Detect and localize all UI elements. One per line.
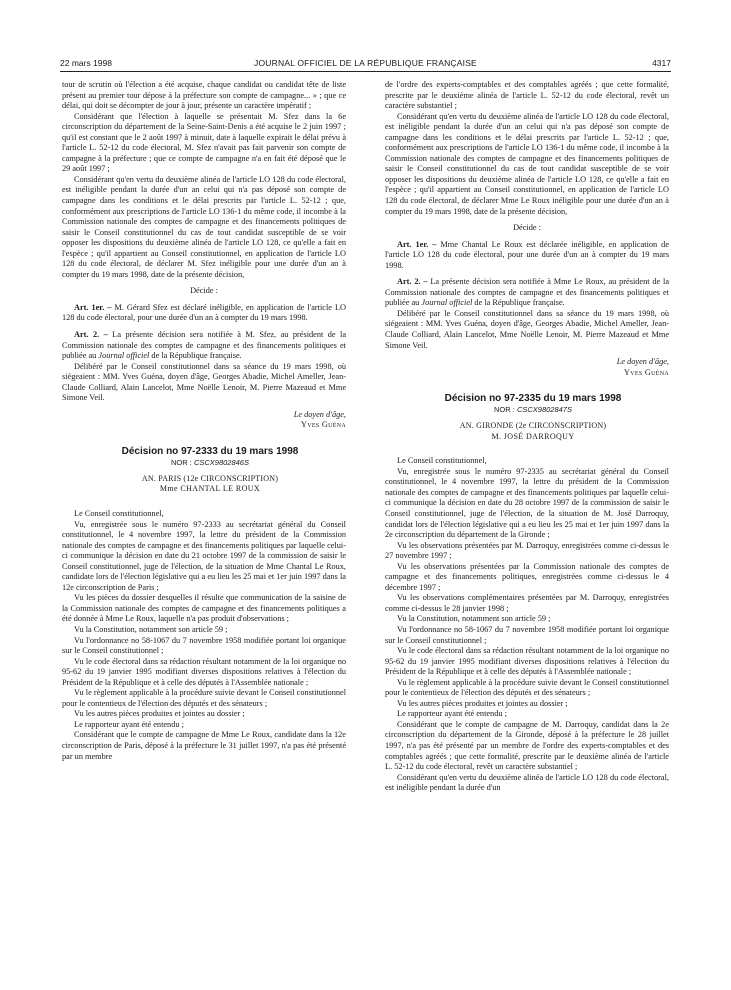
doyen-name: Yves Guéna <box>623 367 669 377</box>
article-text: La présente décision sera notifiée à Mme Le Roux, au président de la Commission nationale des comptes de campagne et des financements politiques et publiée au <box>385 277 669 308</box>
doyen-name: Yves Guéna <box>300 420 346 430</box>
paragraph: Considérant que le compte de campagne de M. Darroquy, candidat dans la 2e circonscription du département de la Gironde, déposé à la préfecture le 28 juillet 1997, n'a pas été présenté par un membre de l'ordre des experts-comptables et des comptables agréés ; que cette formalité, prescrite par le deuxième alinéa de l'article L. 52-12 du code électoral, revêt un caractère substantiel ; <box>385 719 669 772</box>
paragraph: Vu les observations complémentaires présentées par M. Darroquy, enregistrées comme ci-dessus le 28 janvier 1998 ; <box>385 593 669 613</box>
candidate-name: M. JOSÉ DARROQUY <box>491 431 575 441</box>
article-text: Mme Chantal Le Roux est déclarée inéligible, en application de l'article LO 128 du code électoral, pour une durée d'un an à compter du 19 mars 1998. <box>385 239 669 270</box>
paragraph: Considérant que l'élection à laquelle se présentait M. Sfez dans la 6e circonscription du département de la Seine-Saint-Denis a été acquise le 2 juin 1997 ; qu'il est constant que le 2 août 1997 à minuit, date à laquelle expirait le délai prévu à l'article L. 52-12 du code électoral, M. Sfez n'avait pas fait parvenir son compte de campagne à la préfecture ; que ce compte de campagne n'a en fait été déposé que le 29 août 1997 ; <box>62 111 346 174</box>
article-label: Art. 1er. – <box>397 239 437 249</box>
paragraph: Vu le code électoral dans sa rédaction résultant notamment de la loi organique no 95-62 du 19 janvier 1995 modifiant diverses dispositions relatives à l'élection du Président de la République et à celle des députés à l'Assemblée nationale ; <box>62 656 346 687</box>
nor-label: NOR : <box>494 405 515 415</box>
header-date: 22 mars 1998 <box>60 58 112 68</box>
article-text-end: de la République française. <box>151 351 242 361</box>
decide-heading: Décide : <box>190 286 218 296</box>
deliberation: Délibéré par le Conseil constitutionnel dans sa séance du 19 mars 1998, où siégeaient : MM. Yves Guéna, doyen d'âge, Georges Abadie, Michel Ameller, Jean-Claude Colliard, Alain Lancelot, Mme Noëlle Lenoir, M. Pierre Mazeaud et Mme Simone Veil. <box>385 308 669 350</box>
candidate-name: Mme CHANTAL LE ROUX <box>159 484 261 494</box>
paragraph: Vu les autres pièces produites et jointes au dossier ; <box>74 709 245 719</box>
journal-officiel-italic: Journal officiel <box>421 298 473 308</box>
journal-officiel-italic: Journal officiel <box>98 351 150 361</box>
paragraph: Considérant qu'en vertu du deuxième alinéa de l'article LO 128 du code électoral, est inéligible pendant la durée d'un <box>385 772 669 793</box>
paragraph: Vu l'ordonnance no 58-1067 du 7 novembre 1958 modifiée portant loi organique sur le Conseil constitutionnel ; <box>385 624 669 645</box>
right-column <box>385 80 669 980</box>
paragraph: Vu les autres pièces produites et jointes au dossier ; <box>397 698 568 708</box>
paragraph: Vu les observations présentées par M. Darroquy, enregistrées comme ci-dessus le 27 novembre 1997 ; <box>385 540 669 561</box>
decision-title: Décision no 97-2333 du 19 mars 1998 <box>121 445 299 457</box>
article-text: M. Gérard Sfez est déclaré inéligible, en application de l'article LO 128 du code électoral, pour une durée d'un an à compter du 19 mars 1998. <box>62 302 346 323</box>
article-label: Art. 1er. – <box>74 302 112 312</box>
article-1 <box>385 240 669 272</box>
circonscription: AN. GIRONDE (2e CIRCONSCRIPTION) <box>459 421 607 431</box>
nor-reference <box>62 458 346 468</box>
decision-title: Décision no 97-2335 du 19 mars 1998 <box>444 393 622 405</box>
header-page-number: 4317 <box>652 58 671 68</box>
doyen-label: Le doyen d'âge, <box>616 357 669 367</box>
paragraph: Vu la Constitution, notamment son article 59 ; <box>397 614 551 624</box>
paragraph: Considérant que le compte de campagne de Mme Le Roux, candidate dans la 12e circonscription de Paris, déposé à la préfecture le 31 juillet 1997, n'a pas été présenté par un membre <box>62 730 346 761</box>
left-column <box>62 80 346 980</box>
paragraph: Considérant qu'en vertu du deuxième alinéa de l'article LO 128 du code électoral, est inéligible pendant la durée d'un an celui qui n'a pas déposé son compte de campagne dans les conditions et le délai prescrits par l'article L. 52-12 ; que, conformément aux prescriptions de l'article LO 136-1 du même code, il incombe à la Commission nationale des comptes de campagne et des financements politiques de saisir le Conseil constitutionnel du cas de tout candidat susceptible de se voir opposer les dispositions du deuxième alinéa de l'article LO 128, ce qu'elle a fait en l'espèce ; qu'il appartient au Conseil constitutionnel, en application de l'article LO 128 du code électoral, de déclarer M. Sfez inéligible pour une durée d'un an à compter du 19 mars 1998, date de la présente décision, <box>62 174 346 279</box>
decide-heading: Décide : <box>513 223 541 233</box>
paragraph: Vu l'ordonnance no 58-1067 du 7 novembre 1958 modifiée portant loi organique sur le Conseil constitutionnel ; <box>62 635 346 656</box>
page-header <box>60 58 671 72</box>
paragraph: Vu, enregistrée sous le numéro 97-2333 au secrétariat général du Conseil constitutionnel, le 4 novembre 1997, la lettre du président de la Commission nationale des comptes de campagne et des financements politiques par laquelle celui-ci communique la décision en date du 21 octobre 1997 de la commission de saisir le Conseil constitutionnel, juge de l'élection, de la situation de Mme Chantal Le Roux, candidate lors de l'élection législative qui a eu lieu les 25 mai et 1er juin 1997 dans la 12e circonscription de Paris ; <box>62 519 346 592</box>
article-2 <box>62 330 346 362</box>
paragraph: Le rapporteur ayant été entendu ; <box>74 719 184 729</box>
paragraph: Vu les pièces du dossier desquelles il résulte que communication de la saisine de la Commission nationale des comptes de campagne et des financements politiques a été donnée à Mme Le Roux, laquelle n'a pas produit d'observations ; <box>62 593 346 624</box>
paragraph: Vu le règlement applicable à la procédure suivie devant le Conseil constitutionnel pour le contentieux de l'élection des députés et des sénateurs ; <box>62 688 346 708</box>
paragraph: tour de scrutin où l'élection a été acquise, chaque candidat ou candidat tête de liste présent au premier tour dépose à la préfecture son compte de campagne... » ; que ce délai, qui doit se décompter de jour à jour, présente un caractère impératif ; <box>62 80 346 111</box>
paragraph: de l'ordre des experts-comptables et des comptables agréés ; que cette formalité, prescrite par le deuxième alinéa de l'article L. 52-12 du code électoral, revêt un caractère substantiel ; <box>385 80 669 111</box>
doyen-label: Le doyen d'âge, <box>293 409 346 419</box>
nor-code: CSCX9802846S <box>193 457 249 467</box>
paragraph: Considérant qu'en vertu du deuxième alinéa de l'article LO 128 du code électoral, est inéligible pendant la durée d'un an celui qui n'a pas déposé son compte de campagne dans les conditions et le délai prescrits par l'article L. 52-12 ; que, conformément aux prescriptions de l'article LO 136-1 du même code, il incombe à la Commission nationale des comptes de campagne et des financements politiques de saisir le Conseil constitutionnel du cas de tout candidat susceptible de se voir opposer les dispositions du deuxième alinéa de l'article LO 128, ce qu'elle a fait en l'espèce ; qu'il appartient au Conseil constitutionnel, en application de l'article LO 128 du code électoral, de déclarer Mme Le Roux inéligible pour une durée d'un an à compter du 19 mars 1998, date de la présente décision, <box>385 111 669 216</box>
nor-reference <box>385 405 669 415</box>
article-label: Art. 2. – <box>397 277 428 287</box>
header-journal-title: JOURNAL OFFICIEL DE LA RÉPUBLIQUE FRANÇAISE <box>254 58 477 68</box>
article-label: Art. 2. – <box>74 330 108 340</box>
article-2 <box>385 277 669 309</box>
article-text-end: de la République française. <box>474 298 565 308</box>
deliberation: Délibéré par le Conseil constitutionnel dans sa séance du 19 mars 1998, où siégeaient : MM. Yves Guéna, doyen d'âge, Georges Abadie, Michel Ameller, Jean-Claude Colliard, Alain Lancelot, Mme Noëlle Lenoir, M. Pierre Mazeaud et Mme Simone Veil. <box>62 361 346 403</box>
paragraph: Le Conseil constitutionnel, <box>74 508 164 518</box>
paragraph: Vu la Constitution, notamment son article 59 ; <box>74 624 228 634</box>
header-rule <box>60 71 671 72</box>
paragraph: Vu les observations présentées par la Commission nationale des comptes de campagne et des financements politiques, enregistrées comme ci-dessus le 4 décembre 1997 ; <box>385 561 669 592</box>
paragraph: Vu le code électoral dans sa rédaction résultant notamment de la loi organique no 95-62 du 19 janvier 1995 modifiant diverses dispositions relatives à l'élection du Président de la République et à celle des députés à l'Assemblée nationale ; <box>385 646 669 677</box>
nor-label: NOR : <box>171 457 192 467</box>
paragraph: Vu, enregistrée sous le numéro 97-2335 au secrétariat général du Conseil constitutionnel, le 4 novembre 1997, la lettre du président de la Commission nationale des comptes de campagne et des financements politiques par laquelle celui-ci communique la décision en date du 28 octobre 1997 de la commission de saisir le Conseil constitutionnel, juge de l'élection, de la situation de M. José Darroquy, candidat lors de l'élection législative qui a eu lieu les 25 mai et 1er juin 1997 dans la 2e circonscription du département de la Gironde ; <box>385 466 669 540</box>
paragraph: Vu le règlement applicable à la procédure suivie devant le Conseil constitutionnel pour le contentieux de l'élection des députés et des sénateurs ; <box>385 677 669 698</box>
paragraph: Le Conseil constitutionnel, <box>397 456 487 466</box>
article-1 <box>62 303 346 324</box>
nor-code: CSCX9802847S <box>516 405 572 415</box>
paragraph: Le rapporteur ayant été entendu ; <box>397 709 507 719</box>
circonscription: AN. PARIS (12e CIRCONSCRIPTION) <box>141 473 279 483</box>
article-text: La présente décision sera notifiée à M. Sfez, au président de la Commission nationale des comptes de campagne et des financements politiques et publiée au <box>62 330 346 361</box>
